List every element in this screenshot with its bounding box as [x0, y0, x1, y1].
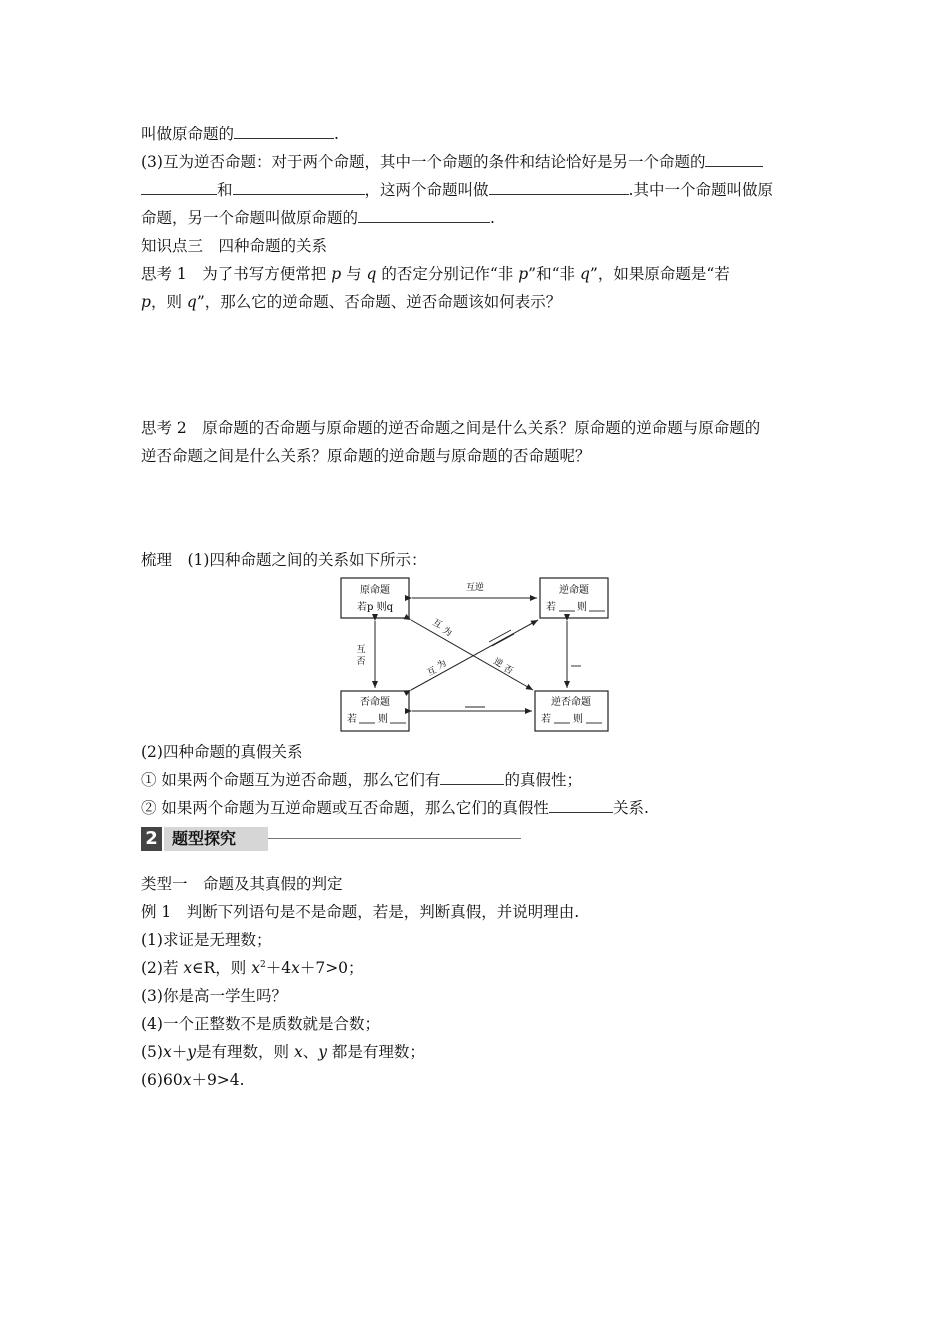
text: ”，那么它的逆命题、否命题、逆否命题该如何表示？: [196, 293, 562, 311]
contrapositive-if: 若: [541, 714, 551, 725]
text-line: [141, 180, 773, 200]
think2-line1: 思考 2 原命题的否命题与原命题的逆否命题之间是什么关系？原命题的逆命题与原命题的: [141, 419, 761, 437]
var-y: y: [318, 1043, 327, 1061]
truth-item-2: [141, 798, 649, 818]
fill-blank: [141, 180, 217, 195]
text: ”，如果原命题是“若: [589, 265, 730, 283]
text: ∈R，则: [192, 959, 252, 977]
text: .: [334, 125, 339, 143]
text: 都是有理数；: [326, 1043, 425, 1061]
cross-label-5: 逆: [491, 656, 505, 670]
var-x: x: [183, 959, 193, 977]
example-item-5: [141, 1042, 425, 1062]
contrapositive-then: 则: [573, 714, 583, 725]
text: (5): [141, 1043, 163, 1061]
var-q: q: [186, 293, 197, 311]
think1-line1: [141, 264, 730, 284]
think2-line2: 逆否命题之间是什么关系？原命题的逆命题与原命题的否命题呢？: [141, 447, 591, 465]
example-item-2: [141, 958, 364, 978]
negation-then: 则: [378, 714, 388, 725]
type1-title: 类型一 命题及其真假的判定: [141, 875, 343, 893]
text: 命题，另一个命题叫做原命题的: [141, 209, 359, 227]
cross-label-2: 为: [440, 625, 454, 639]
text: 是有理数，则: [196, 1043, 294, 1061]
example1-title: 例 1 判断下列语句是不是命题，若是，判断真假，并说明理由.: [141, 903, 580, 921]
example-item-4: (4)一个正整数不是质数就是合数；: [141, 1015, 380, 1033]
example-item-1: (1)求证是无理数；: [141, 931, 272, 949]
think1-line2: [141, 292, 561, 312]
var-q: q: [579, 265, 590, 283]
inverse-if: 若: [546, 602, 556, 613]
fill-blank: [233, 180, 365, 195]
text: 的否定分别记作“非: [376, 265, 519, 283]
var-y: y: [187, 1043, 196, 1061]
text: 关系.: [612, 799, 649, 817]
text: ，这两个命题叫做: [364, 181, 489, 199]
fill-blank: [440, 770, 504, 785]
inverse-title: 逆命题: [559, 585, 589, 596]
text: 思考 1 为了书写方便常把: [141, 265, 332, 283]
text: ＋4: [265, 959, 292, 977]
truth-item-1: [141, 770, 582, 790]
var-x: x: [162, 1043, 172, 1061]
var-x: x: [293, 1043, 303, 1061]
text-line: [141, 152, 763, 172]
cross-label-1: 互: [430, 617, 444, 631]
var-p: p: [331, 265, 342, 283]
negation-title: 否命题: [360, 697, 390, 708]
text: (6)60: [141, 1071, 183, 1089]
fill-blank: [489, 180, 629, 195]
text: ”和“非: [528, 265, 580, 283]
text: (3)互为逆否命题：对于两个命题，其中一个命题的条件和结论恰好是另一个命题的: [141, 153, 706, 171]
text: ① 如果两个命题互为逆否命题，那么它们有: [141, 771, 441, 789]
superscript: 2: [259, 959, 266, 970]
original-body: 若p 则q: [357, 602, 393, 613]
mutual-neg-label-2: 否: [356, 657, 366, 667]
text: ＋7>0；: [299, 959, 364, 977]
text: ＋: [171, 1043, 188, 1061]
cross-label-4: 为: [435, 658, 449, 672]
section-number: 2: [141, 827, 162, 851]
mutual-neg-label-1: 互: [356, 645, 366, 655]
summary-title: 梳理 (1)四种命题之间的关系如下所示：: [141, 551, 427, 569]
text: .其中一个命题叫做原: [628, 181, 773, 199]
var-p: p: [518, 265, 529, 283]
example-item-6: [141, 1070, 245, 1090]
text: .: [490, 209, 495, 227]
fill-blank: [358, 208, 490, 223]
negation-if: 若: [347, 714, 357, 725]
example-item-3: (3)你是高一学生吗？: [141, 987, 287, 1005]
fill-blank: [705, 152, 763, 167]
contrapositive-title: 逆否命题: [551, 697, 591, 708]
four-propositions-diagram: [335, 572, 617, 738]
text: ，则: [150, 293, 187, 311]
text: 、: [302, 1043, 319, 1061]
var-x: x: [251, 959, 260, 977]
text: 与: [341, 265, 367, 283]
mutual-inverse-label: 互逆: [465, 583, 485, 593]
section-rule: [268, 838, 521, 839]
fill-blank: [549, 798, 613, 813]
cross-label-3: 互: [425, 665, 439, 679]
text: ② 如果两个命题为互逆命题或互否命题，那么它们的真假性: [141, 799, 549, 817]
var-p: p: [141, 293, 151, 311]
var-q: q: [366, 265, 377, 283]
truth-relation-title: (2)四种命题的真假关系: [141, 743, 303, 761]
fill-blank: [234, 124, 334, 139]
text: ＋9>4.: [191, 1071, 245, 1089]
knowledge-point-title: 知识点三 四种命题的关系: [141, 237, 328, 255]
var-x: x: [182, 1071, 192, 1089]
section-title: 题型探究: [164, 827, 268, 851]
text: (2)若: [141, 959, 184, 977]
text: 的真假性；: [504, 771, 582, 789]
original-title: 原命题: [360, 585, 390, 596]
diagonal-blank-2: [492, 634, 514, 646]
text-line: [141, 124, 339, 144]
text: 叫做原命题的: [141, 125, 235, 143]
text-line: [141, 208, 495, 228]
inverse-then: 则: [577, 602, 587, 613]
diagonal-blank: [489, 630, 511, 642]
var-x: x: [291, 959, 300, 977]
section-header: [141, 827, 521, 851]
text: 和: [217, 181, 233, 199]
cross-label-6: 否: [501, 663, 515, 677]
